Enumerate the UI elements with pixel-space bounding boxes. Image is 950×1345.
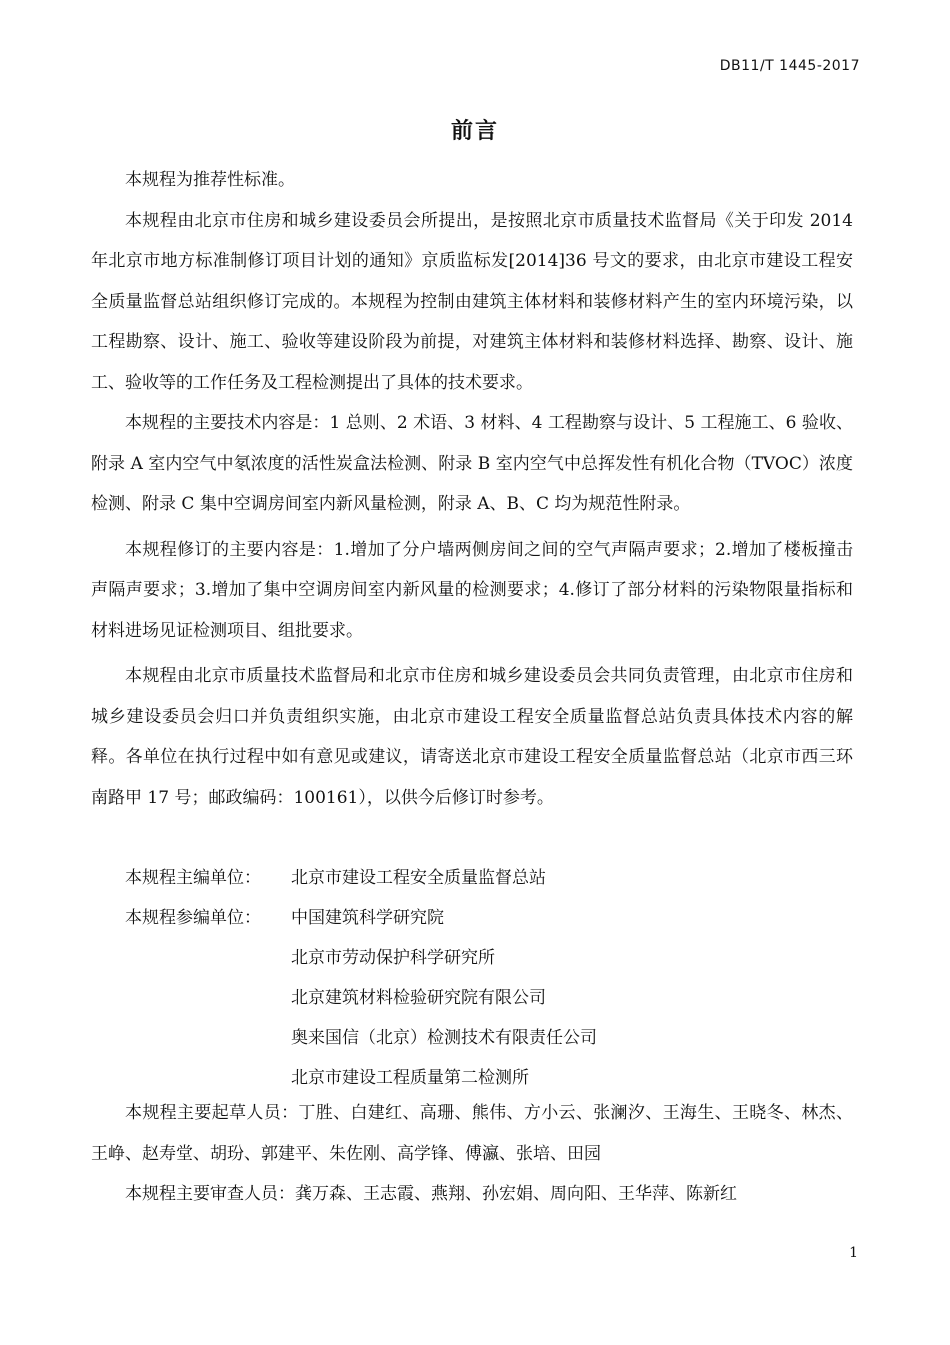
page-title: 前言 bbox=[450, 119, 499, 144]
paragraph-1: 本规程为推荐性标准。 bbox=[125, 170, 295, 190]
chief-unit-row bbox=[91, 858, 853, 898]
page-number: 1 bbox=[849, 1245, 858, 1261]
paragraph-4: 本规程修订的主要内容是：1.增加了分户墙两侧房间之间的空气声隔声要求；2.增加了楼板撞击声隔声要求；3.增加了集中空调房间室内新风量的检测要求；4.修订了部分材料的污染物限量指标和材料进场见证检测项目、组批要求。 bbox=[91, 539, 853, 641]
paragraph-5: 本规程由北京市质量技术监督局和北京市住房和城乡建设委员会共同负责管理，由北京市住房和城乡建设委员会归口并负责组织实施，由北京市建设工程安全质量监督总站负责具体技术内容的解释。各单位在执行过程中如有意见或建议，请寄送北京市建设工程安全质量监督总站（北京市西三环南路甲 17 号；邮政编码：100161），以供今后修订时参考。 bbox=[91, 666, 853, 808]
chief-unit-name: 北京市建设工程安全质量监督总站 bbox=[291, 868, 546, 888]
document-code: DB11/T 1445-2017 bbox=[719, 58, 860, 74]
participating-unit-row bbox=[91, 1018, 853, 1058]
participating-unit-row bbox=[91, 898, 853, 938]
participating-unit-name: 中国建筑科学研究院 bbox=[291, 908, 444, 928]
participating-unit-row bbox=[91, 938, 853, 978]
chief-unit-label: 本规程主编单位： bbox=[125, 868, 261, 888]
participating-unit-name: 北京市建设工程质量第二检测所 bbox=[291, 1068, 529, 1088]
reviewers-list: 本规程主要审查人员：龚万森、王志霞、燕翔、孙宏娟、周向阳、王华萍、陈新红 bbox=[125, 1184, 737, 1204]
persons-section bbox=[91, 1093, 853, 1215]
units-section bbox=[91, 858, 853, 1098]
participating-unit-row bbox=[91, 1058, 853, 1098]
participating-unit-name: 奥来国信（北京）检测技术有限责任公司 bbox=[291, 1028, 597, 1048]
paragraph-3: 本规程的主要技术内容是：1 总则、2 术语、3 材料、4 工程勘察与设计、5 工程施工、6 验收、附录 A 室内空气中氡浓度的活性炭盒法检测、附录 B 室内空气中总挥发性有机化合物（TVOC）浓度检测、附录 C 集中空调房间室内新风量检测，附录 A、B、C 均为规范性附录。 bbox=[91, 413, 853, 514]
participating-unit-name: 北京建筑材料检验研究院有限公司 bbox=[291, 988, 546, 1008]
paragraph-2: 本规程由北京市住房和城乡建设委员会所提出，是按照北京市质量技术监督局《关于印发 2014 年北京市地方标准制修订项目计划的通知》京质监标发[2014]36 号文的要求，由北京市建设工程安全质量监督总站组织修订完成的。本规程为控制由建筑主体材料和装修材料产生的室内环境污染，以工程勘察、设计、施工、验收等建设阶段为前提，对建筑主体材料和装修材料选择、勘察、设计、施工、验收等的工作任务及工程检测提出了具体的技术要求。 bbox=[91, 210, 853, 393]
participating-unit-row bbox=[91, 978, 853, 1018]
participating-unit-label: 本规程参编单位： bbox=[125, 908, 261, 928]
participating-unit-name: 北京市劳动保护科学研究所 bbox=[291, 948, 495, 968]
drafters-list: 本规程主要起草人员：丁胜、白建红、高珊、熊伟、方小云、张澜汐、王海生、王晓冬、林杰、王峥、赵寿堂、胡玢、郭建平、朱佐刚、高学锋、傅瀛、张培、田园 bbox=[91, 1103, 853, 1164]
preface-body bbox=[91, 160, 853, 818]
